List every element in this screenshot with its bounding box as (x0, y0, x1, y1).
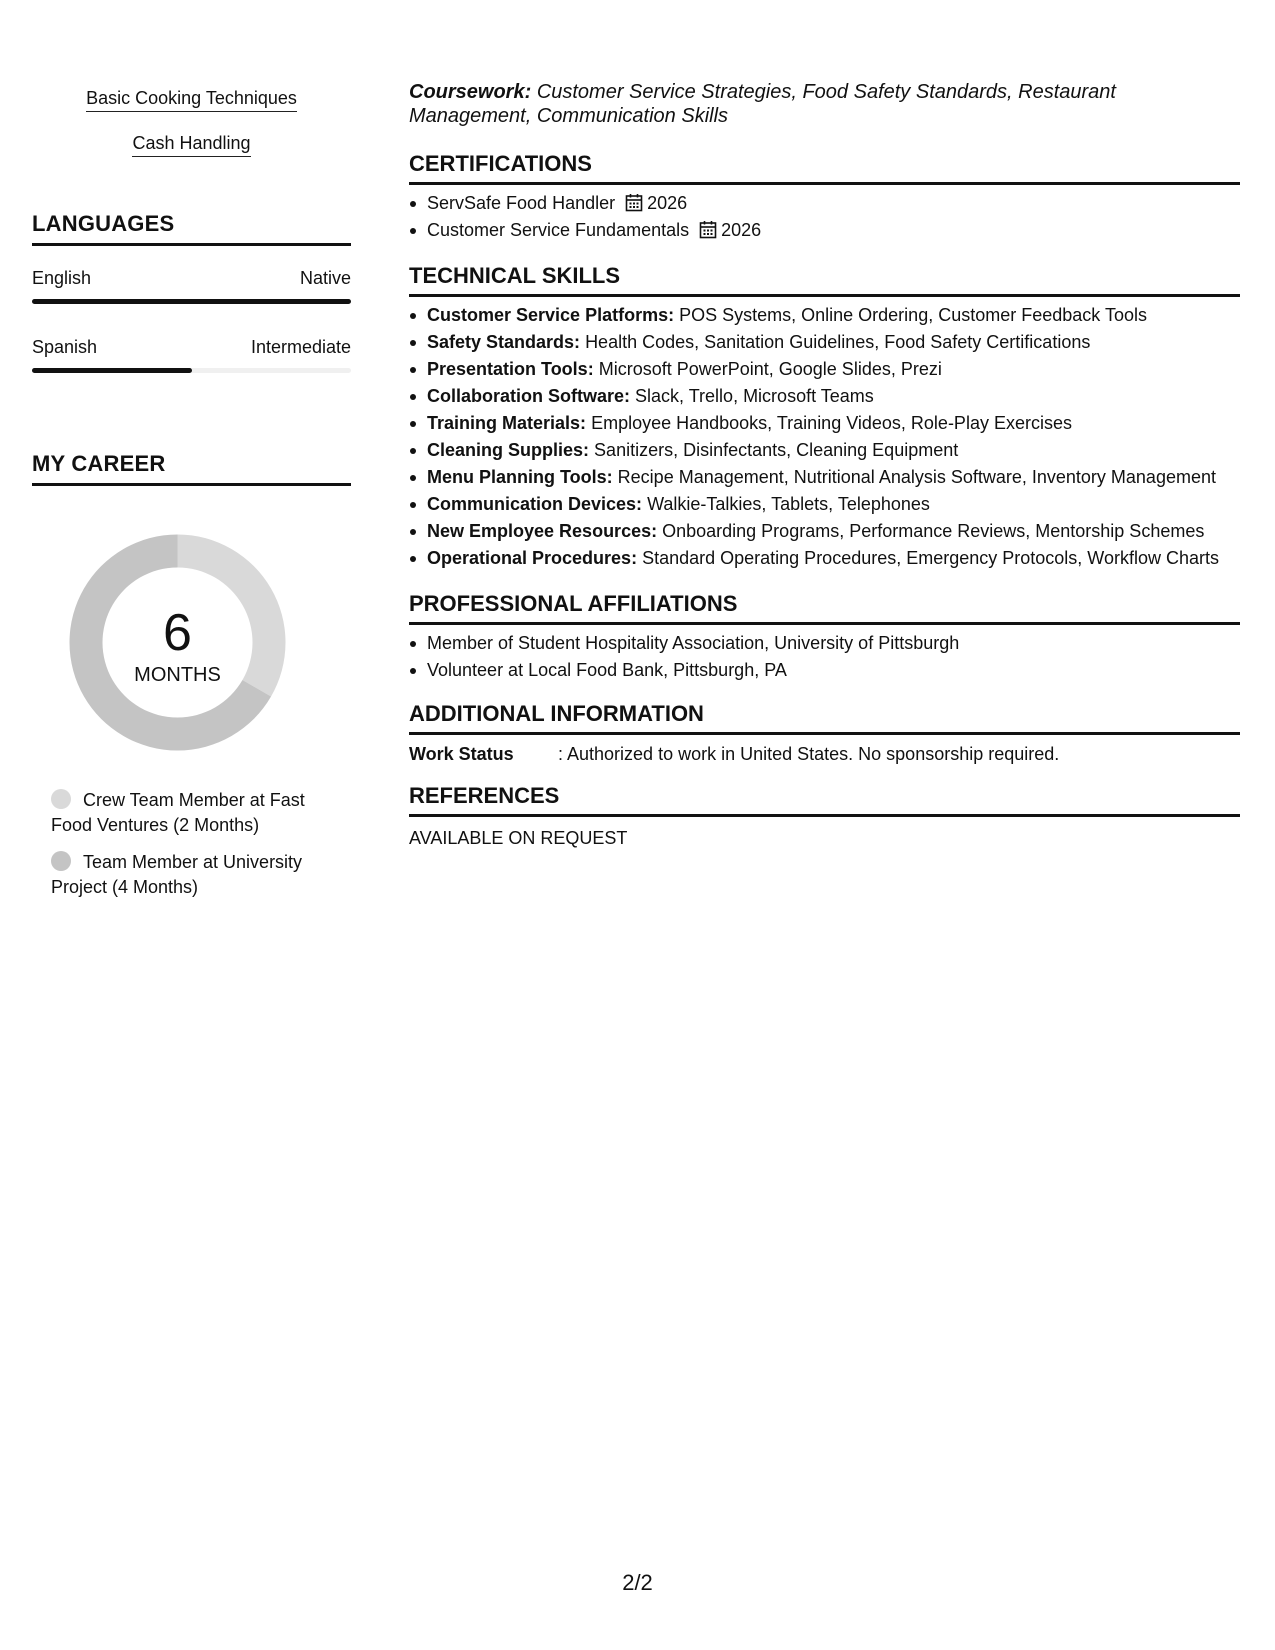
skill-category: New Employee Resources: (427, 521, 658, 541)
skill-item (409, 329, 1240, 356)
career-total-unit: MONTHS (134, 664, 221, 686)
language-proficiency-fill (32, 299, 351, 304)
skill-item (409, 464, 1240, 491)
language-row (32, 336, 351, 358)
career-legend-item (51, 788, 341, 838)
career-legend-label: Crew Team Member at Fast Food Ventures (2 Months) (51, 790, 305, 835)
skill-item (409, 545, 1240, 572)
coursework-label: Coursework: (409, 81, 532, 103)
certifications-heading: CERTIFICATIONS (409, 151, 1240, 185)
certification-item (409, 217, 1240, 244)
skill-item (409, 383, 1240, 410)
work-status-row (409, 742, 1240, 766)
language-name: English (32, 268, 92, 288)
technical-skills-list (409, 302, 1240, 572)
technical-skills-heading: TECHNICAL SKILLS (409, 263, 1240, 297)
references-heading: REFERENCES (409, 783, 1240, 817)
affiliation-item: Member of Student Hospitality Association, University of Pittsburgh (409, 630, 1240, 657)
skill-item (409, 518, 1240, 545)
skill-values: Microsoft PowerPoint, Google Slides, Prezi (598, 359, 942, 379)
skill-category: Operational Procedures: (427, 548, 638, 568)
skill-values: Employee Handbooks, Training Videos, Role-Play Exercises (591, 413, 1072, 433)
skill-item (409, 356, 1240, 383)
certifications-list (409, 190, 1240, 244)
certification-year: 2026 (647, 193, 688, 213)
work-status-label: Work Status (409, 744, 514, 764)
language-level: Intermediate (250, 337, 351, 357)
skill-values: Slack, Trello, Microsoft Teams (635, 386, 874, 406)
affiliations-list (409, 630, 1240, 684)
skill-tag-label: Cash Handling (132, 133, 250, 157)
affiliation-item: Volunteer at Local Food Bank, Pittsburgh, PA (409, 657, 1240, 684)
language-level: Native (299, 268, 351, 288)
certification-name: Customer Service Fundamentals (427, 220, 690, 240)
skill-tag (32, 133, 351, 157)
career-heading: MY CAREER (32, 451, 351, 486)
skill-values: Sanitizers, Disinfectants, Cleaning Equipment (594, 440, 959, 460)
career-legend-swatch (51, 789, 71, 809)
skill-values: Health Codes, Sanitation Guidelines, Food Safety Certifications (585, 332, 1091, 352)
skill-item (409, 491, 1240, 518)
skill-values: POS Systems, Online Ordering, Customer Feedback Tools (679, 305, 1147, 325)
coursework-text: Customer Service Strategies, Food Safety Standards, Restaurant Management, Communication Skills (409, 81, 1116, 127)
skill-category: Safety Standards: (427, 332, 581, 352)
skill-category: Training Materials: (427, 413, 587, 433)
skill-category: Cleaning Supplies: (427, 440, 590, 460)
skill-values: Walkie-Talkies, Tablets, Telephones (647, 494, 930, 514)
skill-values: Recipe Management, Nutritional Analysis Software, Inventory Management (617, 467, 1216, 487)
skill-tag (32, 88, 351, 112)
skill-values: Onboarding Programs, Performance Reviews, Mentorship Schemes (662, 521, 1205, 541)
skill-item (409, 302, 1240, 329)
skill-item (409, 410, 1240, 437)
skill-category: Menu Planning Tools: (427, 467, 613, 487)
career-total-number: 6 (163, 604, 192, 662)
calendar-icon (625, 193, 643, 212)
language-row (32, 267, 351, 289)
language-proficiency-bar (32, 299, 351, 304)
skill-category: Collaboration Software: (427, 386, 631, 406)
language-proficiency-bar (32, 368, 351, 373)
skill-category: Presentation Tools: (427, 359, 594, 379)
skill-values: Standard Operating Procedures, Emergency Protocols, Workflow Charts (642, 548, 1220, 568)
skill-category: Customer Service Platforms: (427, 305, 675, 325)
calendar-icon (699, 220, 717, 239)
affiliations-heading: PROFESSIONAL AFFILIATIONS (409, 591, 1240, 625)
skill-category: Communication Devices: (427, 494, 643, 514)
certification-name: ServSafe Food Handler (427, 193, 616, 213)
career-legend-label: Team Member at University Project (4 Months) (51, 852, 303, 897)
certification-item (409, 190, 1240, 217)
skill-tag-label: Basic Cooking Techniques (86, 88, 297, 112)
references-text: AVAILABLE ON REQUEST (409, 828, 628, 848)
coursework (409, 80, 1240, 128)
work-status-value: : Authorized to work in United States. No sponsorship required. (558, 744, 1060, 764)
language-proficiency-fill (32, 368, 192, 373)
career-legend-item (51, 850, 341, 900)
skill-item (409, 437, 1240, 464)
career-legend-swatch (51, 851, 71, 871)
languages-heading: LANGUAGES (32, 211, 351, 246)
additional-info-heading: ADDITIONAL INFORMATION (409, 701, 1240, 735)
page-number: 2/2 (622, 1570, 653, 1595)
language-name: Spanish (32, 337, 98, 357)
career-donut-chart (66, 531, 289, 754)
certification-year: 2026 (721, 220, 762, 240)
